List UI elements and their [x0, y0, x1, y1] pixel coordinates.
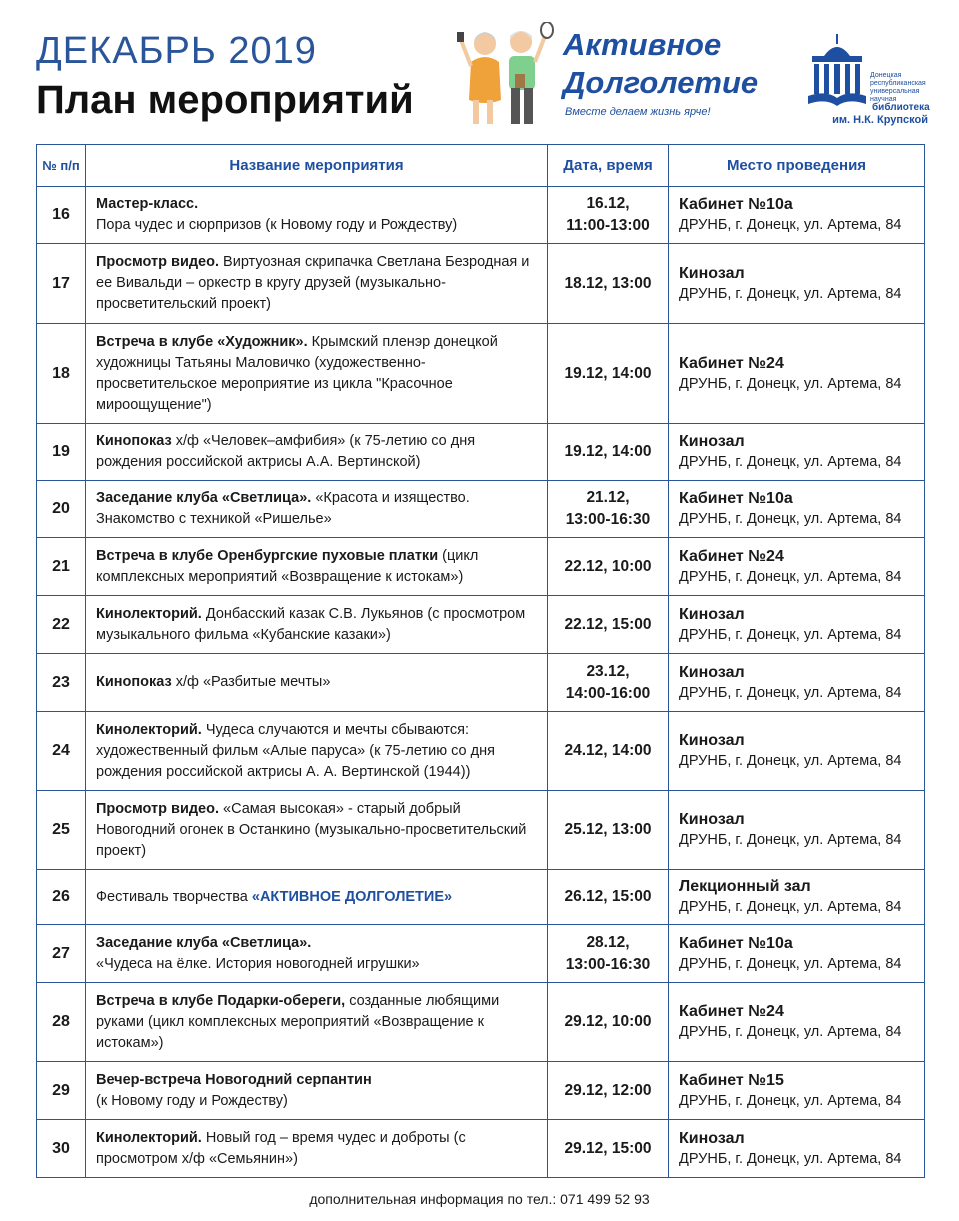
event-date: 19.12, 14:00	[564, 364, 652, 382]
event-place-cell	[669, 596, 925, 654]
event-description: Донбасский казак С.В. Лукьянов (с просмотром музыкального фильма «Кубанские казаки»)	[96, 605, 526, 643]
event-address: ДРУНБ, г. Донецк, ул. Артема, 84	[679, 1150, 902, 1167]
event-title: Мастер-класс.	[96, 196, 199, 212]
event-place-cell	[669, 870, 925, 925]
event-name-cell	[86, 424, 548, 481]
event-name-cell	[86, 1062, 548, 1120]
event-title: Заседание клуба «Светлица».	[96, 934, 312, 951]
event-name-cell	[86, 791, 548, 870]
event-description: Новый год – время чудес и доброты (с просмотром х/ф «Семьянин»)	[96, 1129, 466, 1167]
table-row	[37, 1062, 925, 1120]
event-description: х/ф «Разбитые мечты»	[171, 674, 331, 690]
event-title: Вечер-встреча Новогодний серпантин	[96, 1071, 372, 1088]
event-date: 29.12, 12:00	[564, 1081, 652, 1099]
row-number: 23	[37, 654, 86, 712]
event-title: Кинолекторий.	[96, 721, 202, 738]
table-row	[37, 654, 925, 712]
event-place-cell	[669, 1120, 925, 1178]
event-description: (к Новому году и Рождеству)	[96, 1092, 288, 1109]
event-place-cell	[669, 654, 925, 712]
event-room: Кабинет №24	[679, 547, 784, 565]
event-date: 21.12,	[586, 489, 630, 506]
event-name-cell	[86, 1120, 548, 1178]
event-description: х/ф «Человек–амфибия» (к 75-летию со дня рождения российской актрисы А.А. Вертинской)	[96, 433, 476, 470]
event-date-cell	[548, 424, 669, 481]
event-address: ДРУНБ, г. Донецк, ул. Артема, 84	[679, 832, 902, 848]
event-date-cell	[548, 481, 669, 538]
row-number: 17	[37, 244, 86, 324]
event-address: ДРУНБ, г. Донецк, ул. Артема, 84	[679, 1092, 902, 1109]
event-date: 29.12, 15:00	[564, 1139, 652, 1157]
table-row	[37, 870, 925, 925]
event-description: Чудеса случаются и мечты сбываются: художественный фильм «Алые паруса» (к 75-летию со дня рождения российской актрисы А. А. Вертинской (1944))	[96, 721, 495, 780]
row-number: 21	[37, 538, 86, 596]
event-date: 24.12, 14:00	[564, 742, 652, 759]
event-description: «АКТИВНОЕ ДОЛГОЛЕТИЕ»	[251, 888, 453, 905]
event-date-cell	[548, 791, 669, 870]
event-room: Кинозал	[679, 1129, 745, 1147]
event-name-cell	[86, 925, 548, 983]
event-title: Кинопоказ	[96, 433, 172, 449]
event-name-cell	[86, 712, 548, 791]
event-name-cell	[86, 538, 548, 596]
table-row	[37, 791, 925, 870]
event-description: «Самая высокая» - старый добрый Новогодний огонек в Останкино (музыкально-просветительский проект)	[96, 800, 527, 859]
brand-line-1: Активное	[563, 27, 722, 62]
event-room: Кабинет №10а	[679, 934, 793, 952]
column-header-number: № п/п	[37, 145, 86, 187]
elderly-couple-icon	[455, 22, 555, 130]
event-address: ДРУНБ, г. Донецк, ул. Артема, 84	[679, 217, 902, 233]
event-description: Пора чудес и сюрпризов (к Новому году и Рождеству)	[96, 217, 458, 233]
event-title: Встреча в клубе Подарки-обереги,	[96, 992, 346, 1009]
brand-slogan: Вместе делаем жизнь ярче!	[565, 106, 711, 118]
row-number: 18	[37, 324, 86, 424]
event-description: «Чудеса на ёлке. История новогодней игрушки»	[96, 955, 420, 972]
event-time: 13:00-16:30	[565, 955, 651, 973]
event-date: 28.12,	[586, 933, 630, 951]
row-number: 16	[37, 187, 86, 244]
event-date-cell	[548, 1062, 669, 1120]
event-room: Лекционный зал	[679, 878, 811, 895]
library-logo	[800, 32, 930, 132]
row-number: 24	[37, 712, 86, 791]
table-row	[37, 983, 925, 1062]
event-place-cell	[669, 324, 925, 424]
table-row	[37, 324, 925, 424]
event-date: 16.12,	[586, 195, 630, 212]
event-place-cell	[669, 244, 925, 324]
row-number: 28	[37, 983, 86, 1062]
event-date-cell	[548, 1120, 669, 1178]
event-name-cell	[86, 481, 548, 538]
event-address: ДРУНБ, г. Донецк, ул. Артема, 84	[679, 899, 902, 915]
event-date-cell	[548, 324, 669, 424]
event-title: Встреча в клубе «Художник».	[96, 333, 308, 350]
table-row	[37, 481, 925, 538]
event-description: (цикл комплексных мероприятий «Возвращение к истокам»)	[96, 547, 479, 585]
event-room: Кабинет №24	[679, 1003, 784, 1020]
event-place-cell	[669, 983, 925, 1062]
table-row	[37, 538, 925, 596]
event-room: Кабинет №10а	[679, 196, 793, 213]
event-title: Просмотр видео.	[96, 800, 220, 817]
event-place-cell	[669, 1062, 925, 1120]
event-name-cell	[86, 596, 548, 654]
page-header	[0, 0, 959, 140]
column-header-name: Название мероприятия	[86, 145, 548, 187]
row-number: 25	[37, 791, 86, 870]
table-header-row	[37, 145, 925, 187]
column-header-date: Дата, время	[548, 145, 669, 187]
event-date: 19.12, 14:00	[564, 443, 652, 460]
library-subtitle: Донецкая республиканская универсальная научная	[870, 72, 926, 103]
table-row	[37, 925, 925, 983]
event-title: Кинолекторий.	[96, 1129, 202, 1146]
event-name-cell	[86, 870, 548, 925]
row-number: 19	[37, 424, 86, 481]
event-description: созданные любящими руками (цикл комплексных мероприятий «Возвращение к истокам»)	[96, 992, 500, 1051]
event-address: ДРУНБ, г. Донецк, ул. Артема, 84	[679, 285, 902, 302]
row-number: 22	[37, 596, 86, 654]
event-name-cell	[86, 983, 548, 1062]
event-place-cell	[669, 424, 925, 481]
event-date-cell	[548, 538, 669, 596]
event-room: Кинозал	[679, 811, 745, 828]
event-date: 22.12, 10:00	[564, 557, 652, 575]
event-name-cell	[86, 244, 548, 324]
event-title: Кинопоказ	[96, 674, 172, 690]
event-description: Крымский пленэр донецкой художницы Татьяны Маловичко (художественно-просветительское мероприятие из цикла "Красочное мироощущение")	[96, 333, 498, 413]
event-date-cell	[548, 983, 669, 1062]
event-date: 22.12, 15:00	[564, 615, 652, 633]
event-title: Заседание клуба «Светлица».	[96, 490, 312, 506]
page-title: План мероприятий	[36, 78, 414, 122]
table-row	[37, 596, 925, 654]
column-header-place: Место проведения	[669, 145, 925, 187]
event-time: 14:00-16:00	[565, 684, 651, 702]
event-name-cell	[86, 324, 548, 424]
event-title: Встреча в клубе Оренбургские пуховые платки	[96, 547, 439, 564]
event-title: Просмотр видео.	[96, 254, 220, 270]
event-address: ДРУНБ, г. Донецк, ул. Артема, 84	[679, 684, 902, 701]
event-room: Кабинет №24	[679, 354, 784, 372]
event-place-cell	[669, 712, 925, 791]
table-row	[37, 712, 925, 791]
brand-logo	[563, 26, 763, 118]
event-description: «Красота и изящество. Знакомство с техникой «Ришелье»	[96, 490, 470, 527]
event-room: Кинозал	[679, 663, 745, 681]
event-address: ДРУНБ, г. Донецк, ул. Артема, 84	[679, 753, 902, 769]
event-date: 25.12, 13:00	[564, 821, 652, 838]
footer-contact: дополнительная информация по тел.: 071 499 52 93	[309, 1191, 650, 1207]
event-date-cell	[548, 596, 669, 654]
event-date: 23.12,	[586, 662, 630, 680]
brand-line-2: Долголетие	[563, 65, 759, 100]
event-description: Виртуозная скрипачка Светлана Безродная и ее Вивальди – оркестр в кругу друзей (музыкально-просветительский проект)	[96, 254, 530, 312]
event-name-cell	[86, 187, 548, 244]
event-date-cell	[548, 712, 669, 791]
event-address: ДРУНБ, г. Донецк, ул. Артема, 84	[679, 1024, 902, 1040]
event-address: ДРУНБ, г. Донецк, ул. Артема, 84	[679, 454, 902, 470]
event-room: Кинозал	[679, 732, 745, 749]
row-number: 27	[37, 925, 86, 983]
event-address: ДРУНБ, г. Донецк, ул. Артема, 84	[679, 568, 902, 585]
event-place-cell	[669, 538, 925, 596]
event-date: 18.12, 13:00	[564, 274, 652, 292]
library-word: библиотека	[872, 102, 930, 113]
event-address: ДРУНБ, г. Донецк, ул. Артема, 84	[679, 375, 902, 392]
event-date: 26.12, 15:00	[564, 888, 652, 905]
table-row	[37, 424, 925, 481]
event-room: Кинозал	[679, 433, 745, 450]
event-room: Кабинет №10а	[679, 490, 793, 507]
event-place-cell	[669, 791, 925, 870]
library-building-icon	[806, 32, 868, 108]
event-date-cell	[548, 870, 669, 925]
event-name-cell	[86, 654, 548, 712]
event-room: Кинозал	[679, 264, 745, 282]
row-number: 30	[37, 1120, 86, 1178]
events-table	[36, 144, 925, 1178]
event-time: 11:00-13:00	[566, 217, 650, 234]
event-date-cell	[548, 244, 669, 324]
row-number: 29	[37, 1062, 86, 1120]
library-name: им. Н.К. Крупской	[832, 114, 928, 126]
event-place-cell	[669, 925, 925, 983]
event-room: Кинозал	[679, 605, 745, 623]
row-number: 26	[37, 870, 86, 925]
event-place-cell	[669, 481, 925, 538]
event-title: Фестиваль творчества	[96, 888, 252, 905]
month-title: ДЕКАБРЬ 2019	[36, 30, 317, 72]
row-number: 20	[37, 481, 86, 538]
table-row	[37, 187, 925, 244]
event-date: 29.12, 10:00	[564, 1013, 652, 1030]
event-time: 13:00-16:30	[565, 511, 651, 528]
event-room: Кабинет №15	[679, 1071, 784, 1089]
event-title: Кинолекторий.	[96, 605, 202, 622]
event-address: ДРУНБ, г. Донецк, ул. Артема, 84	[679, 955, 902, 972]
event-date-cell	[548, 187, 669, 244]
event-address: ДРУНБ, г. Донецк, ул. Артема, 84	[679, 626, 902, 643]
event-address: ДРУНБ, г. Донецк, ул. Артема, 84	[679, 511, 902, 527]
table-row	[37, 244, 925, 324]
table-row	[37, 1120, 925, 1178]
event-place-cell	[669, 187, 925, 244]
event-date-cell	[548, 925, 669, 983]
event-date-cell	[548, 654, 669, 712]
